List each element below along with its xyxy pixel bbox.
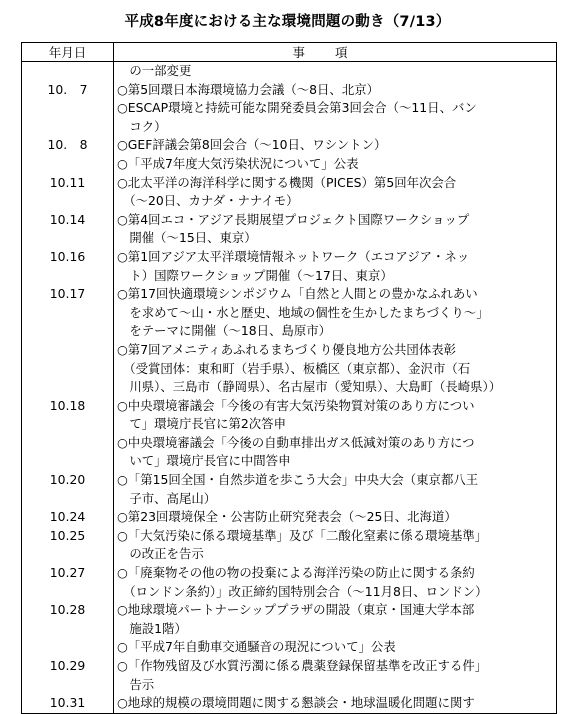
item-line: （～20日、カナダ・ナナイモ） (117, 193, 299, 209)
date-cell (22, 99, 113, 118)
date-cell: 10.20 (49, 472, 86, 488)
item-line: ○「作物残留及び水質汚濁に係る農薬登録保留基準を改正する件」 (117, 658, 488, 673)
item-line: ○GEF評議会第8回会合（～10日、ワシントン） (117, 137, 387, 153)
date-cell (22, 155, 113, 174)
date-cell: 10. 8 (47, 137, 88, 153)
date-cell (22, 583, 113, 602)
date-cell (22, 304, 113, 323)
date-cell (22, 415, 113, 434)
table-body-row (22, 62, 557, 714)
item-line: ○中央環境審議会「今後の有害大気汚染物質対策のあり方につい (117, 397, 475, 413)
item-line: ○地球環境パートナーシッププラザの開設（東京・国連大学本部 (117, 602, 475, 618)
date-cell: 10.29 (49, 658, 86, 673)
item-line: ○「大気汚染に係る環境基準」及び「二酸化窒素に係る環境基準」 (117, 527, 488, 543)
item-line: ○北太平洋の海洋科学に関する機関（PICES）第5回年次会合 (117, 174, 457, 190)
item-line: ○ESCAP環境と持続可能な開発委員会第3回会合（～11日、バン (117, 100, 477, 116)
date-cell (22, 192, 113, 211)
date-cell (22, 229, 113, 248)
column-header-items: 事項 (114, 43, 557, 62)
date-cell (22, 62, 113, 81)
item-line: の改正を告示 (117, 546, 204, 562)
item-line: を求めて～山・水と歴史、地域の個性を生かしたまちづくり～」 (117, 304, 489, 320)
date-cell: 10.17 (49, 286, 86, 302)
date-cell: 10.28 (49, 602, 86, 618)
date-cell: 10.16 (49, 248, 86, 264)
date-cell: 10.25 (49, 527, 86, 543)
item-line: ○第5回環日本海環境協力会議（～8日、北京） (117, 81, 379, 97)
date-cell (22, 322, 113, 341)
date-cell (22, 341, 113, 360)
item-line: ○第1回アジア太平洋環境情報ネットワーク（エコアジア・ネッ (117, 248, 470, 264)
items-column (114, 62, 557, 714)
item-line: いて」環境庁長官に中間答申 (117, 453, 291, 469)
date-cell (22, 378, 113, 397)
item-line: て」環境庁長官に第2次答申 (117, 416, 286, 432)
item-line: ○「第15回全国・自然歩道を歩こう大会」中央大会（東京都八王 (117, 472, 479, 488)
item-line: ○「廃棄物その他の物の投棄による海洋汚染の防止に関する条約 (117, 565, 475, 581)
chronology-table (21, 42, 557, 714)
item-line: 子市、高尾山） (117, 490, 217, 506)
column-header-date: 年月日 (22, 43, 114, 62)
date-cell: 10.14 (49, 211, 86, 227)
item-line: 開催（～15日、東京） (117, 230, 257, 246)
date-cell (22, 620, 113, 639)
item-line: の一部変更 (117, 63, 192, 78)
date-cell (22, 545, 113, 564)
item-line: ○「平成7年度大気汚染状況について」公表 (117, 155, 359, 171)
date-cell (22, 360, 113, 379)
date-cell (22, 638, 113, 657)
item-line: ○第17回快適環境シンポジウム「自然と人間との豊かなふれあい (117, 286, 478, 302)
date-cell: 10.27 (49, 565, 86, 581)
item-line: をテーマに開催（～18日、島原市） (117, 323, 332, 339)
date-cell (22, 452, 113, 471)
item-line: 川県）、三島市（静岡県）、名古屋市（愛知県）、大島町（長崎県）） (117, 379, 502, 395)
item-line: ○「平成7年自動車交通騒音の現況について」公表 (117, 639, 396, 655)
item-line: ○第7回アメニティあふれるまちづくり優良地方公共団体表彰 (117, 341, 456, 357)
item-line: ト）国際ワークショップ開催（～17日、東京） (117, 267, 393, 283)
date-cell: 10.11 (49, 174, 86, 190)
date-cell (22, 434, 113, 453)
date-cell: 10.24 (49, 509, 86, 525)
date-column (22, 62, 114, 714)
date-cell: 10. 7 (47, 81, 88, 97)
item-line: ○第4回エコ・アジア長期展望プロジェクト国際ワークショップ (117, 211, 470, 227)
item-line: （ロンドン条約）」改正締約国特別会合（～11月8日、ロンドン） (117, 583, 488, 599)
item-line: ○中央環境審議会「今後の自動車排出ガス低減対策のあり方につ (117, 434, 475, 450)
date-cell (22, 676, 113, 695)
date-cell (22, 490, 113, 509)
item-line: コク） (117, 118, 167, 134)
item-line: （受賞団体：東和町（岩手県）、板橋区（東京都）、金沢市（石 (117, 360, 471, 376)
date-cell (22, 267, 113, 286)
item-line: 施設1階） (117, 620, 187, 636)
item-line: ○地球的規模の環境問題に関する懇談会・地球温暖化問題に関す (117, 695, 475, 711)
page-title: 平成8年度における主な環境問題の動き（7/13） (124, 14, 451, 30)
date-cell: 10.18 (49, 397, 86, 413)
item-line: 告示 (117, 676, 155, 692)
table-header-row (22, 43, 557, 62)
date-cell (22, 118, 113, 137)
date-cell: 10.31 (49, 695, 86, 711)
item-line: ○第23回環境保全・公害防止研究発表会（～25日、北海道） (117, 509, 457, 525)
